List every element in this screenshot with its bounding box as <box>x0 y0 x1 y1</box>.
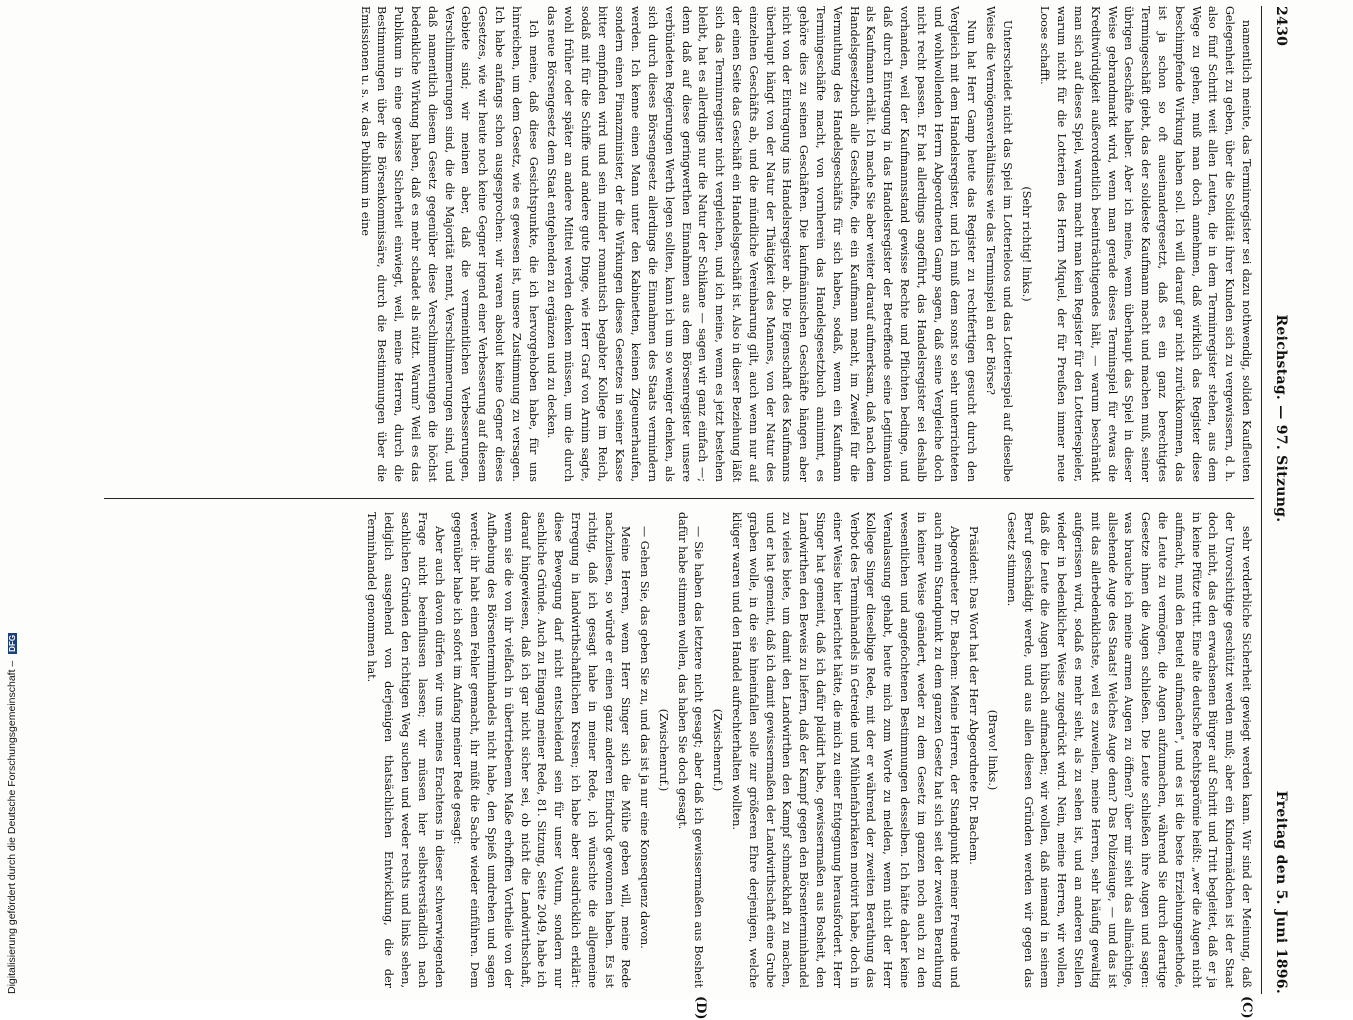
paragraph: Abgeordneter Dr. Bachem: Meine Herren, der Standpunkt meiner Freunde und auch mein Standpunkt zu dem ganzen Gesetz hat sich seit der zweiten Berathung in keiner Weise geändert, weder zu dem Gesetz im ganzen noch auch zu den wesentlichen und angefochtenen Bestimmungen desselben. Ich hätte daher keine Veranlassung gehabt, heute mich zum Worte zu melden, wenn nicht der Herr Kollege Singer dieselbige Rede, mit der er während der zweiten Berathung das Verbot des Terminhandels in Getreide und Mühlenfabrikaten motivirt habe, doch in einer Weise hier berichtet hätte, die mich zu einer Entgegnung herausfordert. Herr Singer hat gemeint, daß ich dafür plaidirt habe, gewissermaßen aus Bosheit, den Landwirthen den Beweis zu liefern, daß der Kampf gegen den Börsenterminhandel zu vieles biete, um damit den Landwirthen den Kampf schmackhaft zu machen, und er hat gemeint, daß ich damit gewissermaßen der Landwirthschaft eine Grube graben wolle, in die sie hineinfallen solle zur größeren Ehre derjenigen, welche klüger waren und den Handel aufrechterhalten wollten. <box>730 512 962 988</box>
header-rule <box>1261 6 1262 994</box>
interjection: (Zwischenruf.) <box>656 708 670 792</box>
interjection: (Zwischenruf.) <box>711 708 725 792</box>
quotation: Aber auch davon dürfen wir uns meines Erachtens in dieser schwerwiegenden Frage nicht beeinflussen lassen; wir müssen hier selbstverständlich nach sachlichen Gründen den richtigen Weg suchen und weder rechts und links sehen, lediglich ausgehend von derjenigen thatsächlichen Entwicklung, die der Terminhandel genommen hat. <box>365 512 446 988</box>
page-number: 2430 <box>1273 6 1289 47</box>
paragraph: — Gehen Sie, das geben Sie zu, und das ist ja nur eine Konsequenz davon. <box>638 526 652 949</box>
paragraph: Meine Herren, wenn Herr Singer sich die Mühe geben will, meine Rede nachzulesen, so würde er einen ganz anderen Eindruck gewonnen haben. Es ist richtig, daß ich gesagt habe in meiner Rede, ich wünschte die allgemeine Erregung in landwirthschaftlichen Kreisen; ich habe aber ausdrücklich erklärt: diese Bewegung darf nicht entscheidend sein für unser Votum, sondern nur sachliche Gründe. Auch zu Eingang meiner Rede, 81. Sitzung, Seite 2049, habe ich darauf hingewiesen, daß ich gar nicht sicher sei, ob nicht die Landwirthschaft, wenn sie die von ihr vielfach in übertriebenem Maße erhofften Vortheile von der Aufhebung des Börsenterminhandels nicht habe, den Spieß umdrehen und sagen werde: ihr habt einen Fehler gemacht, ihr müßt die Sache wieder einführen. Dem gegenüber habe ich sofort im Anfang meiner Rede gesagt: <box>451 512 633 988</box>
paragraph: sehr verderbliche Sicherheit gewiegt werden kann. Wir sind der Meinung, daß der Unvorsichtige geschützt werden muß; aber ein Kindermädchen ist der Staat doch nicht, das den erwachsenen Bürger auf Schritt und Tritt begleitet, daß er ja in keine Pfütze tritt. Eine alte deutsche Rechtsparömie heißt: „wer die Augen nicht aufmacht, muß den Beutel aufmachen", und es ist die beste Erziehungsmethode, die Leute zu vermögen, die Augen aufzumachen, während Sie durch derartige Gesetze ihnen die Augen schließen. Die Leute schließen ihre Augen und sagen: was brauche ich meine armen Augen zu öffnen? über mir sieht das allmächtige, allsehende Auge des Staats! Welches Auge denn? Das Polizeiauge, — und das ist mit das allerbedenklichste, weil es zuweilen, meine Herren, sehr häufig gewaltig aufgerissen wird, sodaß es mehr sieht, als zu sehen ist, und an anderen Stellen wieder in bedenklicher Weise zugedrückt wird. Nein, meine Herren, wir wollen, daß die Leute die Augen hübsch aufmachen; wir wollen, daß niemand in seinem Beruf geschädigt werde, und aus allen diesen Gründen werden wir gegen das Gesetz stimmen. <box>1004 512 1253 988</box>
right-column <box>94 512 1254 988</box>
session-title: Reichstag. — 97. Sitzung. <box>1273 314 1289 523</box>
paragraph: Präsident: Das Wort hat der Herr Abgeordnete Dr. Bachem. <box>967 526 981 865</box>
left-column <box>94 6 1254 482</box>
paragraph: Ich meine, daß diese Gesichtspunkte, die ich hervorgehoben habe, für uns hinreichen, um dem Gesetz, wie es gewesen ist, unsere Zustimmung zu versagen. Ich habe anfangs schon ausgesprochen: wir waren absolut keine Gegner dieses Gesetzes, wie wir heute noch keine Gegner irgend einer Verbesserung auf diesem Gebiete sind; wir meinen aber, daß die vermeintlichen Verbesserungen, Verschlimmerungen sind, die die Majorität nennt, Verschlimmerungen sind, und daß namentlich diesem Gesetz gegenüber diese Verschlimmerungen die höchst bedenkliche Wirkung haben, daß es mehr schadet als nützt. Warum? Weil es das Publikum in eine gewisse Sicherheit einwiegt, weil, meine Herren, durch die Bestimmungen über die Börsenkommissäre, durch die Bestimmungen über die Emissionen u. s. w. das Publikum in eine <box>358 6 540 482</box>
paragraph: — Sie haben das letztere nicht gesagt; aber daß ich gewissermaßen aus Bosheit dafür habe stimmen wollen, das haben Sie doch gesagt. <box>675 512 706 988</box>
session-date: Freitag den 5. Juni 1896. <box>1273 790 1289 994</box>
dfg-logo: DFG <box>8 634 17 652</box>
margin-marker-d: (D) <box>693 996 708 1020</box>
interjection: (Sehr richtig! links.) <box>1019 186 1033 302</box>
paragraph: Unterscheidet nicht das Spiel im Lotterieloos und das Lotteriespiel auf dieselbe Weise die Vermögensverhältnisse wie das Terminspiel an der Börse? <box>984 6 1014 482</box>
digitization-credit <box>6 606 24 994</box>
interjection: (Bravo! links.) <box>986 709 1000 791</box>
rotated-page-content <box>78 6 1298 1020</box>
paragraph: Nun hat Herr Gamp heute das Register zu rechtfertigen gesucht durch den Vergleich mit dem Handelsregister, und ich muß dem sonst so sehr unterrichteten und wohlwollenden Herrn Abgeordneten Gamp sagen, daß seine Vergleiche doch nicht recht passen. Er hat allerdings angeführt, das Handelsregister sei deshalb vorhanden, weil der Kaufmannsstand gewisse Rechte und Pflichten bedinge, und daß durch Eintragung in das Handelsregister der Betreffende seine Legitimation als Kaufmann erhält. Ich mache Sie aber weiter darauf aufmerksam, daß nach dem Handelsgesetzbuch alle Geschäfte, die ein Kaufmann macht, im Zweifel für die Vermuthung des Handelsgeschäfts für sich haben, sodaß, wenn ein Kaufmann Termingeschäfte macht, von vornherein das Handelsgesetzbuch annimmt, es gehöre dies zu seinen Geschäften. Die kaufmännischen Geschäfte hängen aber nicht von der Eintragung ins Handelsregister ab. Die Eigenschaft des Kaufmanns überhaupt hängt von der Natur der Thätigkeit des Mannes, von der Natur des einzelnen Geschäfts ab, und die mündliche Vereinbarung gilt, auch wenn nur auf der einen Seite das Geschäft ein Handelsgeschäft ist. Also in dieser Beziehung läßt sich das Terminregister nicht vergleichen, und ich meine, wenn es jetzt bestehen bleibt, hat es allerdings nur die Natur der Schikane — sagen wir ganz einfach —; denn daß auf diese geringwerthen Einnahmen aus dem Börsenregister unsere verbündeten Regierungen Werth legen sollten, kann ich um so weniger denken, als sich durch dieses Börsengesetz allerdings die Einnahmen des Staats vermindern werden. Ich kenne einen Mann unter den Kabinetten, keinen Zigeunerhaufen, sondern einen Finanzminister, der die Wirkungen dieses Gesetzes in seiner Kasse bitter empfinden wird und sein minder romantisch begabter Kollege im Reich, sodaß mit für die Schiffe und andere gute Dinge, wie Herr Graf von Arnim sagte, wohl früher oder später an andere Mittel werden denken müssen, um die durch das neue Börsengesetz dem Staat entgehenden zu ergänzen und zu decken. <box>545 6 979 482</box>
credit-text: Digitalisierung gefördert durch die Deutsche Forschungsgemeinschaft – <box>6 660 18 994</box>
margin-marker-c: (C) <box>1239 996 1254 1019</box>
paragraph: namentlich meinte, das Terminregister sei dazu nothwendig, soliden Kaufleuten Gelegenheit zu geben, über die Solidität ihrer Kunden sich zu vergewissern, d. h. also fünf Schritt weit allen Leuten, die in dem Terminregister stehen, aus dem Wege zu gehen, muß man doch annehmen, daß wirklich das Register diese beschimpfende Wirkung haben soll. Ich will darauf gar nicht zurückkommen, das ist ja schon so oft auseinandergesetzt, daß es ein ganz berechtigtes Termingeschäft giebt, das der solideste Kaufmann macht und machen muß, seiner übrigen Geschäfte halber. Aber ich meine, wenn überhaupt das Spiel in dieser Weise gebrandmarkt wird, wenn man gerade dieses Terminspiel für etwas die Kreditwürdigkeit außerordentlich beeinträchtigendes hält, — warum beschränkt man sich auf dieses Spiel, warum macht man kein Register für den Lotteriespieler, warum nicht für die Lotterien des Herrn Miquel, der für Preußen immer neue Loose schafft. <box>1038 6 1253 482</box>
column-rule <box>104 498 1254 499</box>
page-header <box>1264 6 1298 994</box>
